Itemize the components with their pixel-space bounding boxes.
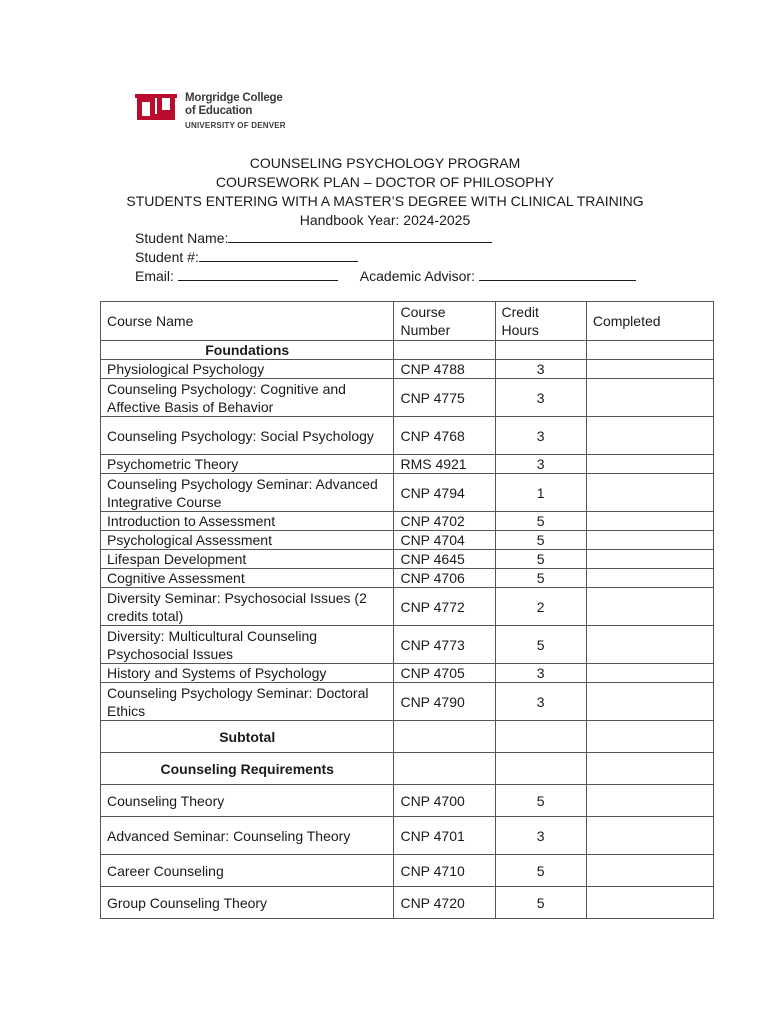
course-name-cell: Group Counseling Theory	[101, 887, 394, 919]
credit-hours-cell: 5	[495, 550, 586, 569]
completed-cell[interactable]	[586, 887, 713, 919]
completed-cell[interactable]	[586, 683, 713, 721]
email-field[interactable]	[178, 267, 338, 281]
completed-cell[interactable]	[586, 417, 713, 455]
course-name-cell: History and Systems of Psychology	[101, 664, 394, 683]
counseling-rows	[101, 785, 714, 919]
credit-hours-cell: 3	[495, 664, 586, 683]
table-row	[101, 455, 714, 474]
completed-cell[interactable]	[586, 531, 713, 550]
course-name-cell: Introduction to Assessment	[101, 512, 394, 531]
credit-hours-cell: 5	[495, 569, 586, 588]
header-course-name: Course Name	[101, 302, 394, 341]
student-number-field[interactable]	[199, 248, 358, 262]
completed-cell[interactable]	[586, 379, 713, 417]
college-logo	[135, 92, 286, 131]
course-number-cell: CNP 4645	[394, 550, 495, 569]
header-credit-2: Hours	[501, 322, 539, 338]
student-info-form	[135, 229, 636, 286]
table-row	[101, 474, 714, 512]
section-row-foundations	[101, 341, 714, 360]
course-name-cell: Psychometric Theory	[101, 455, 394, 474]
credit-hours-cell: 3	[495, 817, 586, 855]
logo-university: UNIVERSITY OF DENVER	[185, 121, 286, 131]
header-credit-hours	[495, 302, 586, 341]
credit-hours-cell: 3	[495, 417, 586, 455]
completed-cell[interactable]	[586, 626, 713, 664]
course-name-cell: Counseling Theory	[101, 785, 394, 817]
header-credit-1: Credit	[501, 304, 539, 320]
completed-cell[interactable]	[586, 785, 713, 817]
credit-hours-cell: 3	[495, 455, 586, 474]
email-label: Email:	[135, 268, 174, 284]
course-number-cell: CNP 4705	[394, 664, 495, 683]
table-row	[101, 785, 714, 817]
header-course-number-2: Number	[400, 322, 451, 338]
table-row	[101, 531, 714, 550]
course-name-cell: Career Counseling	[101, 855, 394, 887]
header-course-number	[394, 302, 495, 341]
completed-cell[interactable]	[586, 474, 713, 512]
credit-hours-cell: 3	[495, 683, 586, 721]
table-row	[101, 855, 714, 887]
section-title-counseling: Counseling Requirements	[101, 753, 394, 785]
course-number-cell: CNP 4775	[394, 379, 495, 417]
credit-hours-cell: 1	[495, 474, 586, 512]
subtotal-label: Subtotal	[101, 721, 394, 753]
subtotal-completed-cell[interactable]	[586, 721, 713, 753]
student-name-label: Student Name:	[135, 230, 229, 246]
credit-hours-cell: 5	[495, 785, 586, 817]
header-course-number-1: Course	[400, 304, 446, 320]
credit-hours-cell: 5	[495, 855, 586, 887]
course-name-cell: Counseling Psychology: Social Psychology	[101, 417, 394, 455]
table-row	[101, 512, 714, 531]
coursework-table	[100, 301, 714, 919]
course-name-cell: Advanced Seminar: Counseling Theory	[101, 817, 394, 855]
course-number-cell: CNP 4772	[394, 588, 495, 626]
table-row	[101, 417, 714, 455]
table-row	[101, 887, 714, 919]
completed-cell[interactable]	[586, 569, 713, 588]
credit-hours-cell: 5	[495, 512, 586, 531]
completed-cell[interactable]	[586, 855, 713, 887]
course-name-cell: Psychological Assessment	[101, 531, 394, 550]
course-number-cell: CNP 4706	[394, 569, 495, 588]
completed-cell[interactable]	[586, 455, 713, 474]
table-row	[101, 360, 714, 379]
course-name-cell: Lifespan Development	[101, 550, 394, 569]
course-number-cell: CNP 4700	[394, 785, 495, 817]
course-number-cell: CNP 4702	[394, 512, 495, 531]
course-name-cell: Cognitive Assessment	[101, 569, 394, 588]
completed-cell[interactable]	[586, 588, 713, 626]
section-title-foundations: Foundations	[101, 341, 394, 360]
credit-hours-cell: 5	[495, 531, 586, 550]
table-row	[101, 569, 714, 588]
course-number-cell: CNP 4768	[394, 417, 495, 455]
completed-cell[interactable]	[586, 512, 713, 531]
completed-cell[interactable]	[586, 817, 713, 855]
course-number-cell: CNP 4788	[394, 360, 495, 379]
credit-hours-cell: 3	[495, 360, 586, 379]
completed-cell[interactable]	[586, 360, 713, 379]
logo-line-2: of Education	[185, 105, 253, 118]
advisor-field[interactable]	[479, 267, 636, 281]
course-name-cell: Counseling Psychology: Cognitive and Affective Basis of Behavior	[101, 379, 394, 417]
student-name-field[interactable]	[228, 229, 492, 243]
credit-hours-cell: 3	[495, 379, 586, 417]
table-row	[101, 817, 714, 855]
table-header-row	[101, 302, 714, 341]
document-heading	[0, 154, 770, 230]
credit-hours-cell: 5	[495, 626, 586, 664]
table-row	[101, 683, 714, 721]
table-row	[101, 664, 714, 683]
header-completed: Completed	[586, 302, 713, 341]
table-row	[101, 550, 714, 569]
table-row	[101, 379, 714, 417]
logo-line-1: Morgridge College	[185, 92, 283, 104]
table-row	[101, 588, 714, 626]
course-number-cell: CNP 4720	[394, 887, 495, 919]
foundations-rows	[101, 360, 714, 721]
credit-hours-cell: 2	[495, 588, 586, 626]
course-name-cell: Counseling Psychology Seminar: Doctoral Ethics	[101, 683, 394, 721]
course-number-cell: CNP 4701	[394, 817, 495, 855]
course-name-cell: Diversity: Multicultural Counseling Psychosocial Issues	[101, 626, 394, 664]
course-name-cell: Physiological Psychology	[101, 360, 394, 379]
student-type-title: STUDENTS ENTERING WITH A MASTER’S DEGREE WITH CLINICAL TRAINING	[126, 193, 644, 209]
section-row-counseling	[101, 753, 714, 785]
course-name-cell: Counseling Psychology Seminar: Advanced Integrative Course	[101, 474, 394, 512]
table-row	[101, 626, 714, 664]
handbook-year: Handbook Year: 2024-2025	[299, 212, 471, 228]
plan-title: COURSEWORK PLAN – DOCTOR OF PHILOSOPHY	[215, 174, 555, 190]
completed-cell[interactable]	[586, 550, 713, 569]
course-number-cell: CNP 4790	[394, 683, 495, 721]
course-number-cell: CNP 4794	[394, 474, 495, 512]
course-number-cell: RMS 4921	[394, 455, 495, 474]
du-logo-icon	[135, 92, 177, 122]
course-number-cell: CNP 4710	[394, 855, 495, 887]
course-name-cell: Diversity Seminar: Psychosocial Issues (2 credits total)	[101, 588, 394, 626]
advisor-label: Academic Advisor:	[359, 268, 475, 284]
credit-hours-cell: 5	[495, 887, 586, 919]
course-number-cell: CNP 4773	[394, 626, 495, 664]
course-number-cell: CNP 4704	[394, 531, 495, 550]
student-number-label: Student #:	[135, 249, 199, 265]
completed-cell[interactable]	[586, 664, 713, 683]
program-title: COUNSELING PSYCHOLOGY PROGRAM	[249, 155, 521, 171]
subtotal-row	[101, 721, 714, 753]
